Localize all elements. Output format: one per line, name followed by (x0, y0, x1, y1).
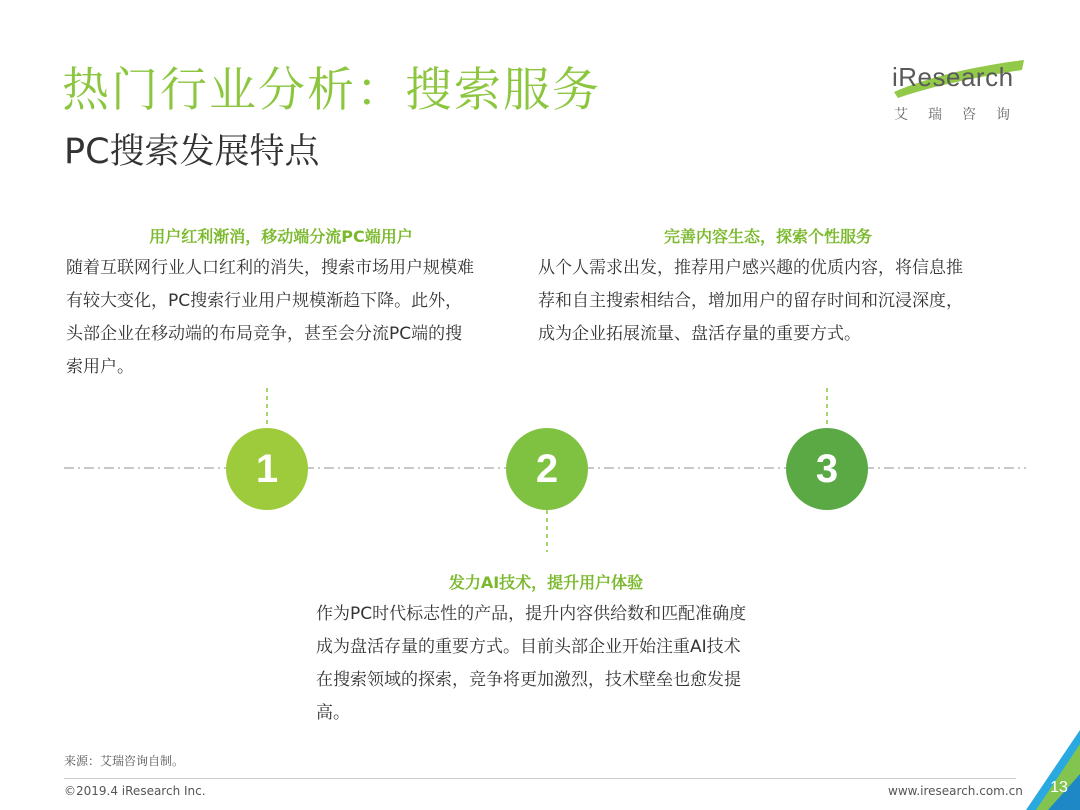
corner-decoration-icon (1026, 730, 1080, 810)
point-1-line: 有较大变化，PC搜索行业用户规模渐趋下降。此外， (66, 291, 463, 311)
step-circle-3: 3 (786, 428, 868, 510)
point-1-line: 索用户。 (66, 357, 134, 377)
point-3-heading: 完善内容生态，探索个性服务 (663, 227, 872, 246)
point-2-heading: 发力AI技术，提升用户体验 (448, 573, 644, 592)
point-2-line: 高。 (316, 703, 350, 723)
footer-divider (64, 778, 1016, 779)
point-1-line: 随着互联网行业人口红利的消失，搜索市场用户规模难 (66, 258, 474, 278)
point-1-heading: 用户红利渐消，移动端分流PC端用户 (149, 227, 413, 246)
page-number: 13 (1050, 779, 1068, 796)
logo-chinese-name: 艾瑞咨询 (894, 107, 1030, 123)
logo-wordmark: iResearch (892, 62, 1014, 92)
point-3-line: 从个人需求出发，推荐用户感兴趣的优质内容，将信息推 (538, 258, 963, 278)
point-3-line: 成为企业拓展流量、盘活存量的重要方式。 (538, 324, 861, 344)
point-2-line: 在搜索领域的探索，竞争将更加激烈，技术壁垒也愈发提 (316, 670, 741, 690)
step-circle-1: 1 (226, 428, 308, 510)
point-1-text (66, 252, 516, 384)
point-2-line: 成为盘活存量的重要方式。目前头部企业开始注重AI技术 (316, 637, 741, 657)
slide-title: 热门行业分析：搜索服务 (62, 63, 601, 118)
point-2-line: 作为PC时代标志性的产品，提升内容供给数和匹配准确度 (316, 604, 747, 624)
point-3-line: 荐和自主搜索相结合，增加用户的留存时间和沉浸深度， (538, 291, 963, 311)
source-note: 来源：艾瑞咨询自制。 (64, 754, 185, 768)
point-3-text (538, 252, 1008, 351)
copyright-text: ©2019.4 iResearch Inc. (64, 784, 206, 798)
point-1-line: 头部企业在移动端的布局竞争，甚至会分流PC端的搜 (66, 324, 463, 344)
slide-subtitle: PC搜索发展特点 (64, 132, 320, 172)
website-link[interactable]: www.iresearch.com.cn (888, 784, 1023, 798)
step-circle-2: 2 (506, 428, 588, 510)
point-2-text (316, 598, 796, 730)
